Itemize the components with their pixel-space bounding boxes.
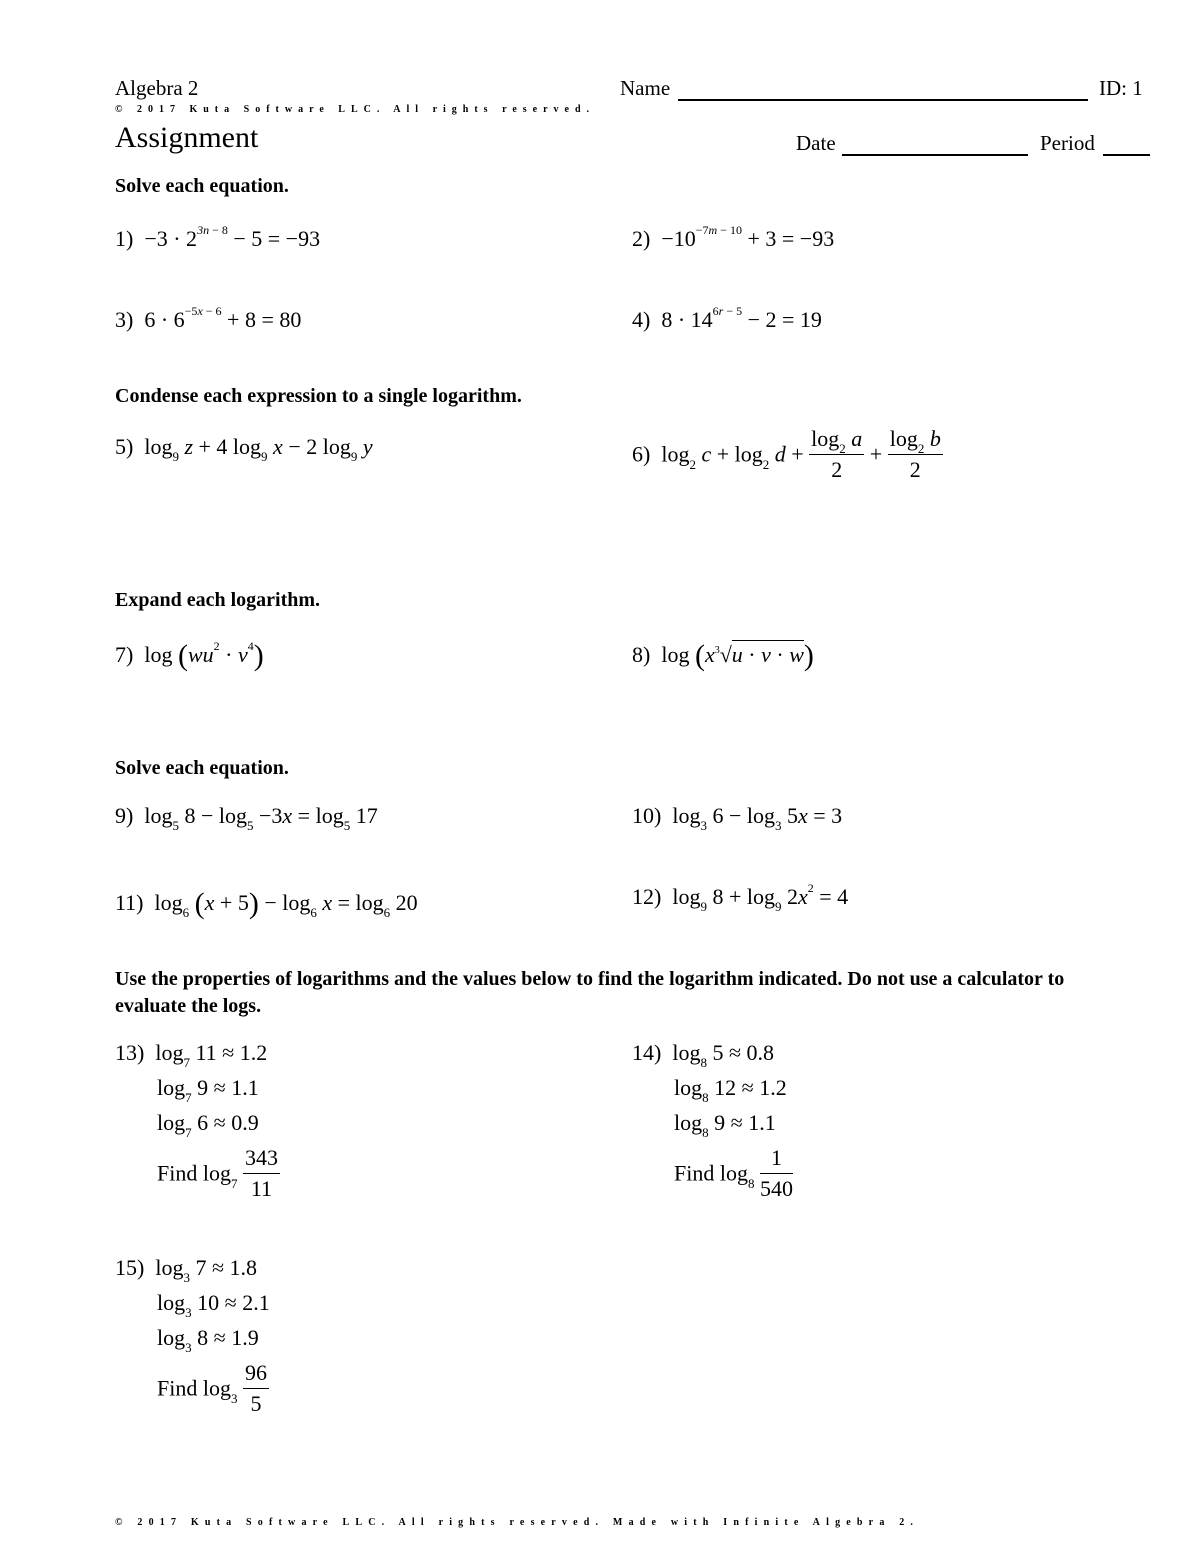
page-title: Assignment (115, 121, 259, 154)
section-instruction: Solve each equation. (115, 175, 289, 197)
find-target: Find $\log_7$ $\frac{343}{11}$ (157, 1145, 278, 1201)
fraction: $\frac{1}{540}$ (759, 1145, 793, 1201)
problem-number: 3) (115, 307, 134, 332)
given-value: $\log_3 10 \approx 2.1$ (157, 1290, 270, 1320)
problem-15: 15) $\log_3 7 \approx 1.8$ (115, 1255, 258, 1285)
period-label: Period (1040, 131, 1095, 155)
problem-9: 9) $\log_5 8 - \log_5 -3x = \log_5 17$ (115, 803, 378, 833)
problem-number: 4) (632, 307, 651, 332)
problem-number: 15) (115, 1255, 145, 1280)
problem-3: 3) $6 \cdot 6^{-5x - 6} + 8 = 80$ (115, 304, 302, 332)
problem-number: 7) (115, 642, 134, 667)
problem-number: 13) (115, 1040, 145, 1065)
fraction: $\frac{\log_2 b}{2}$ (889, 426, 941, 482)
given-value: $\log_8 12 \approx 1.2$ (674, 1075, 787, 1105)
problem-number: 10) (632, 803, 662, 828)
section-instruction: Expand each logarithm. (115, 589, 321, 611)
problem-number: 9) (115, 803, 134, 828)
date-field-line[interactable] (842, 154, 1028, 156)
section-instruction: Solve each equation. (115, 757, 289, 779)
section-instruction: Use the properties of logarithms and the values below to find the logarithm indicated. Do not use a calculator to evaluate the logs. (115, 968, 1065, 1017)
problem-number: 5) (115, 434, 134, 459)
given-value: $\log_7 9 \approx 1.1$ (157, 1075, 259, 1105)
problem-number: 12) (632, 884, 662, 909)
name-field-line[interactable] (678, 99, 1088, 101)
problem-number: 14) (632, 1040, 662, 1065)
problem-11: 11) $\log_6 (x + 5) - \log_6 x = \log_6 20$ (115, 887, 418, 920)
problem-4: 4) $8 \cdot 14^{6r - 5} - 2 = 19$ (632, 304, 822, 332)
find-target: Find $\log_3$ $\frac{96}{5}$ (157, 1360, 267, 1416)
problem-8: 8) $\log (x^3√u \cdot v \cdot w)$ (632, 639, 814, 672)
fraction: $\frac{\log_2 a}{2}$ (811, 426, 863, 482)
problem-7: 7) $\log (wu^2 \cdot v^4)$ (115, 639, 264, 672)
fraction: $\frac{96}{5}$ (244, 1360, 267, 1416)
cube-root: u · v · w (731, 642, 804, 667)
problem-2: $2) -10^{-7m - 10} + 3 = -93$ (632, 223, 835, 251)
copyright-top: © 2017 Kuta Software LLC. All rights reserved. (115, 104, 596, 115)
name-label: Name (620, 76, 671, 100)
period-field-line[interactable] (1103, 154, 1150, 156)
given-value: $\log_3 8 \approx 1.9$ (157, 1325, 259, 1355)
given-value: $\log_7 6 \approx 0.9$ (157, 1110, 259, 1140)
problem-number: 2) (632, 226, 651, 251)
problem-number: 8) (632, 642, 651, 667)
id-label: ID: 1 (1099, 76, 1143, 100)
problem-10: 10) $\log_3 6 - \log_3 5x = 3$ (632, 803, 843, 833)
problem-number: 1) (115, 226, 134, 251)
problem-6: 6) $\log_2 c + \log_2 d$ + $\frac{\log_2 a}{2}$ + $\frac{\log_2 b}{2}$ (632, 426, 941, 482)
course-name: Algebra 2 (115, 76, 199, 100)
section-instruction: Condense each expression to a single logarithm. (115, 385, 522, 407)
date-label: Date (796, 131, 836, 155)
find-target: Find $\log_8$ $\frac{1}{540}$ (674, 1145, 793, 1201)
fraction: $\frac{343}{11}$ (244, 1145, 278, 1201)
problem-5: 5) $\log_9 z + 4$ $\log_9 x - 2$ $\log_9 y$ (115, 434, 373, 464)
problem-12: 12) $\log_9 8 + \log_9 2x^2 = 4$ (632, 881, 849, 914)
problem-14: 14) $\log_8 5 \approx 0.8$ (632, 1040, 775, 1070)
problem-number: 11) (115, 890, 144, 915)
problem-13: 13) $\log_7 11 \approx 1.2$ (115, 1040, 268, 1070)
given-value: $\log_8 9 \approx 1.1$ (674, 1110, 776, 1140)
copyright-bottom: © 2017 Kuta Software LLC. All rights reserved. Made with Infinite Algebra 2. (115, 1517, 920, 1528)
problem-number: 6) (632, 441, 651, 467)
problem-1: $1) -3 \cdot 2^{3n - 8} - 5 = -93$ (115, 223, 321, 251)
